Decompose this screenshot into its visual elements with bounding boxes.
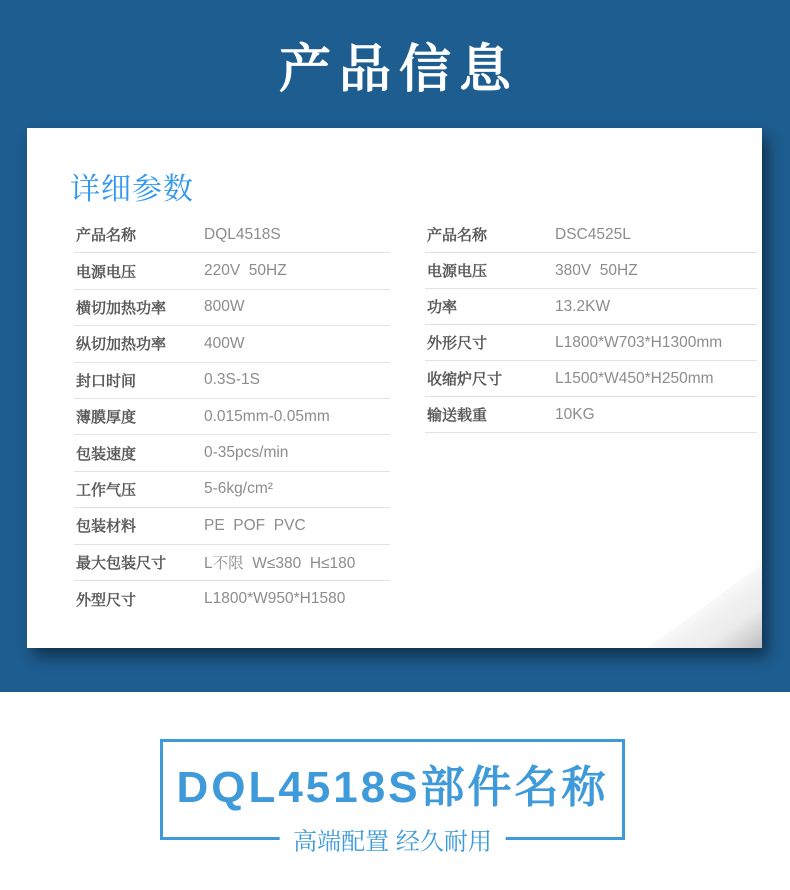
spec-label: 工作气压 [76,481,137,499]
table-row [425,217,757,253]
spec-value: 0-35pcs/min [204,444,289,462]
spec-value: 10KG [555,405,595,423]
table-row [425,361,757,397]
spec-label: 外形尺寸 [427,335,488,352]
spec-value: 400W [204,334,245,352]
spec-label: 电源电压 [427,263,488,280]
spec-value: 13.2KW [555,297,611,315]
spec-value: DQL4518S [204,225,281,243]
spec-value: L1800*W950*H1580 [204,590,346,608]
table-row [74,290,390,326]
spec-value: L1500*W450*H250mm [555,369,714,387]
spec-label: 薄膜厚度 [76,409,137,427]
spec-value: 0.015mm-0.05mm [204,407,330,425]
spec-label: 产品名称 [76,227,137,245]
table-row [425,397,757,433]
spec-label: 横切加热功率 [76,299,167,317]
table-row [74,508,390,544]
spec-value: PE POF PVC [204,516,306,534]
table-row [74,581,390,617]
spec-label: 电源电压 [76,263,137,281]
spec-value: L1800*W703*H1300mm [555,333,723,351]
right-spec-table [425,217,757,433]
left-spec-table [74,217,390,617]
spec-label: 产品名称 [427,227,488,244]
banner-title: DQL4518S部件名称 [176,762,609,812]
table-row [425,253,757,289]
table-row [74,217,390,253]
spec-value: 0.3S-1S [204,371,261,389]
table-row [74,399,390,435]
spec-value: 800W [204,298,245,316]
page-header [0,0,790,128]
spec-label: 封口时间 [76,372,137,390]
banner-subtitle: 高端配置 经久耐用 [279,821,506,856]
table-row [74,253,390,289]
section-title: 详细参数 [70,173,194,206]
spec-value: 220V 50HZ [204,262,287,280]
page-title: 产品信息 [278,40,519,99]
spec-label: 功率 [427,299,458,316]
parts-banner-section [0,692,790,890]
spec-label: 纵切加热功率 [76,336,167,354]
spec-value: 5-6kg/cm² [204,480,273,498]
table-row [74,326,390,362]
spec-card [27,128,762,648]
table-row [74,363,390,399]
table-row [74,435,390,471]
spec-value: L不限 W≤380 H≤180 [204,555,356,573]
table-row [74,545,390,581]
banner-box [160,739,625,855]
table-row [425,325,757,361]
spec-label: 最大包装尺寸 [76,554,167,572]
page-curl-decoration [647,564,762,648]
table-row [425,289,757,325]
spec-value: DSC4525L [555,225,631,243]
table-row [74,472,390,508]
spec-label: 外型尺寸 [76,591,137,609]
spec-value: 380V 50HZ [555,261,638,279]
spec-label: 包装材料 [76,518,137,536]
spec-label: 输送载重 [427,407,488,424]
spec-label: 包装速度 [76,445,137,463]
spec-label: 收缩炉尺寸 [427,371,503,388]
